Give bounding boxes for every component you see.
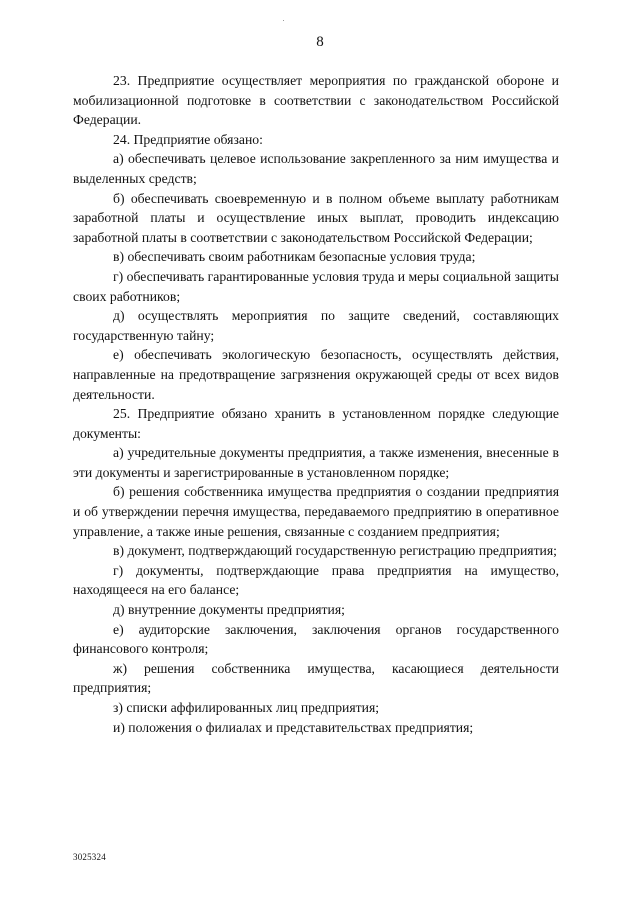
paragraph-24: 24. Предприятие обязано: xyxy=(113,131,263,147)
paragraph-25-i: и) положения о филиалах и представительствах предприятия; xyxy=(113,719,474,735)
paragraph-25: 25. Предприятие обязано хранить в установленном порядке следующие документы: xyxy=(73,406,559,441)
paragraph-25-a: а) учредительные документы предприятия, а также изменения, внесенные в эти документы и зарегистрированные в установленном порядке; xyxy=(73,445,559,480)
paragraph-25-zh: ж) решения собственника имущества, касающиеся деятельности предприятия; xyxy=(73,660,559,696)
paragraph-24-d: д) осуществлять мероприятия по защите сведений, составляющих государственную тайну; xyxy=(73,308,559,343)
page-number: 8 xyxy=(316,34,324,50)
paragraph-25-b: б) решения собственника имущества предприятия о создании предприятия и об утверждении перечня имущества, передаваемого предприятию в оперативное управление, а также иные решения, связанные с созданием предприятия; xyxy=(73,484,559,539)
paragraph-25-e: е) аудиторские заключения, заключения органов государственного финансового контроля; xyxy=(73,621,559,657)
paragraph-24-e: е) обеспечивать экологическую безопасность, осуществлять действия, направленные на предотвращение загрязнения окружающей среды от всех видов деятельности. xyxy=(73,347,559,402)
paragraph-24-a: а) обеспечивать целевое использование закрепленного за ним имущества и выделенных средств; xyxy=(73,151,559,186)
paragraph-25-g: г) документы, подтверждающие права предприятия на имущество, находящееся на его балансе; xyxy=(73,562,559,598)
document-body xyxy=(73,71,559,737)
paragraph-24-b: б) обеспечивать своевременную и в полном объеме выплату работникам заработной платы и осуществление иных выплат, проводить индексацию заработной платы в соответствии с законодательством Российской Федерации; xyxy=(73,190,559,245)
paragraph-25-v: в) документ, подтверждающий государственную регистрацию предприятия; xyxy=(113,543,557,559)
paragraph-25-z: з) списки аффилированных лиц предприятия; xyxy=(113,700,380,715)
paragraph-24-v: в) обеспечивать своим работникам безопасные условия труда; xyxy=(113,249,476,265)
document-code: 3025324 xyxy=(73,852,106,862)
paragraph-24-g: г) обеспечивать гарантированные условия труда и меры социальной защиты своих работников; xyxy=(73,268,559,304)
scan-speck xyxy=(283,20,284,21)
paragraph-25-d: д) внутренние документы предприятия; xyxy=(113,602,345,618)
paragraph-23: 23. Предприятие осуществляет мероприятия по гражданской обороне и мобилизационной подготовке в соответствии с законодательством Российской Федерации. xyxy=(73,73,559,128)
